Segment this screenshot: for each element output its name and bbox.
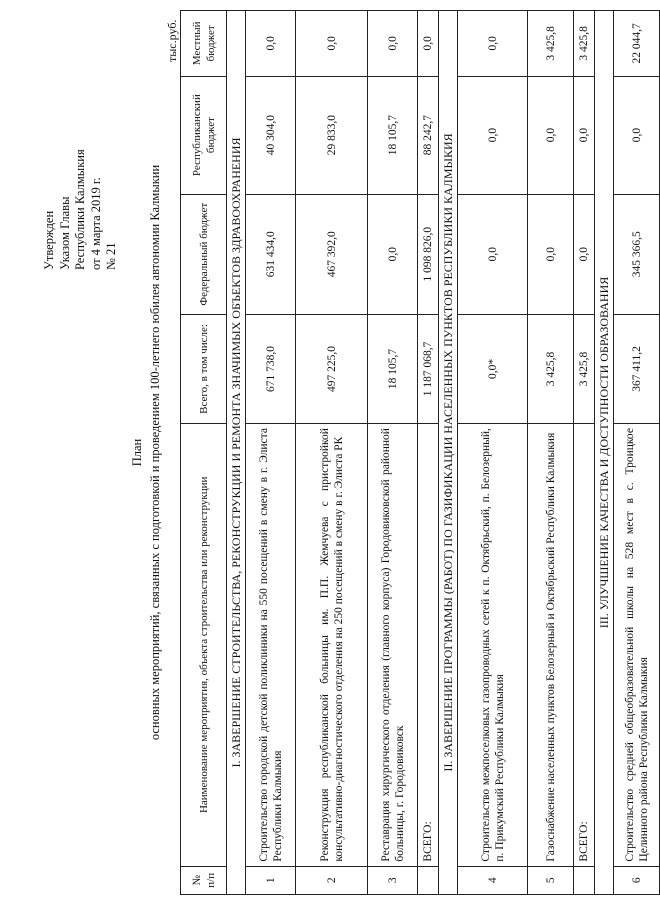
row-republic: 40 304,0 xyxy=(246,76,296,194)
section-title: III. УЛУЧШЕНИЕ КАЧЕСТВА И ДОСТУПНОСТИ ОБРАЗОВАНИЯ xyxy=(595,11,614,895)
section-total-row xyxy=(418,11,439,895)
row-federal: 1 098 826,0 xyxy=(418,194,439,314)
section-title: I. ЗАВЕРШЕНИЕ СТРОИТЕЛЬСТВА, РЕКОНСТРУКЦИИ И РЕМОНТА ЗНАЧИМЫХ ОБЪЕКТОВ ЗДРАВООХРАНЕНИЯ xyxy=(227,11,246,895)
row-local: 3 425,8 xyxy=(528,11,574,77)
row-federal: 467 392,0 xyxy=(296,194,368,314)
units-label: тыс.руб. xyxy=(165,19,179,62)
row-federal: 0,0 xyxy=(368,194,418,314)
row-num-empty xyxy=(574,866,595,894)
row-republic: 0,0 xyxy=(458,76,528,194)
row-name: Реконструкция республиканской больницы им. П.П. Жемчуева с пристройкой консультативно-диагностического отделения на 250 посещений в смену в г. Элиста РК xyxy=(296,424,368,867)
row-local: 0,0 xyxy=(246,11,296,77)
header-federal: Федеральный бюджет xyxy=(181,194,227,314)
header-num: № п/п xyxy=(181,866,227,894)
table-row xyxy=(528,11,574,895)
approval-line: Указом Главы xyxy=(57,196,72,270)
row-local: 0,0 xyxy=(458,11,528,77)
row-total: 671 738,0 xyxy=(246,314,296,423)
row-local: 0,0 xyxy=(368,11,418,77)
approval-block xyxy=(42,40,120,270)
row-total: 367 411,2 xyxy=(614,314,660,423)
row-federal: 0,0 xyxy=(574,194,595,314)
row-republic: 0,0 xyxy=(574,76,595,194)
row-num: 4 xyxy=(458,866,528,894)
table-row xyxy=(458,11,528,895)
row-republic: 0,0 xyxy=(528,76,574,194)
header-republic: Республиканский бюджет xyxy=(181,76,227,194)
section-total-row xyxy=(574,11,595,895)
table-row xyxy=(296,11,368,895)
approval-line: № 21 xyxy=(104,242,118,270)
section-title-row xyxy=(227,11,246,895)
row-num: 5 xyxy=(528,866,574,894)
row-total: 3 425,8 xyxy=(528,314,574,423)
row-local: 22 044,7 xyxy=(614,11,660,77)
row-federal: 0,0 xyxy=(528,194,574,314)
row-total: 1 187 068,7 xyxy=(418,314,439,423)
table-header-row xyxy=(181,11,227,895)
row-num: 2 xyxy=(296,866,368,894)
row-total: 3 425,8 xyxy=(574,314,595,423)
row-total: 18 105,7 xyxy=(368,314,418,423)
row-name: Строительство средней общеобразовательной школы на 528 мест в с. Троицкое Целинного района Республики Калмыкия xyxy=(614,424,660,867)
row-republic: 29 833,0 xyxy=(296,76,368,194)
document-title: План xyxy=(130,438,144,467)
row-name: Строительство городской детской поликлиники на 550 посещений в смену в г. Элиста Республики Калмыкия xyxy=(246,424,296,867)
row-republic: 88 242,7 xyxy=(418,76,439,194)
row-local: 0,0 xyxy=(296,11,368,77)
section-title: II. ЗАВЕРШЕНИЕ ПРОГРАММЫ (РАБОТ) ПО ГАЗИФИКАЦИИ НАСЕЛЕННЫХ ПУНКТОВ РЕСПУБЛИКИ КАЛМЫКИЯ xyxy=(439,11,458,895)
document-subtitle: основных мероприятий, связанных с подготовкой и проведением 100-летнего юбилея автономии Калмыкии xyxy=(148,164,162,741)
row-total: 497 225,0 xyxy=(296,314,368,423)
row-num-empty xyxy=(418,866,439,894)
table-row xyxy=(246,11,296,895)
header-total: Всего, в том числе: xyxy=(181,314,227,423)
row-federal: 631 434,0 xyxy=(246,194,296,314)
section-title-row xyxy=(595,11,614,895)
row-name: Газоснабжение населенных пунктов Белозерный и Октябрьский Республики Калмыкия xyxy=(528,424,574,867)
row-local: 0,0 xyxy=(418,11,439,77)
row-num: 3 xyxy=(368,866,418,894)
section-title-row xyxy=(439,11,458,895)
row-federal: 345 366,5 xyxy=(614,194,660,314)
approval-line: Утвержден xyxy=(42,210,56,270)
header-name: Наименование мероприятия, объекта строительства или реконструкции xyxy=(181,424,227,867)
plan-table xyxy=(180,10,660,895)
table-row xyxy=(614,11,660,895)
table-row xyxy=(368,11,418,895)
approval-line: от 4 марта 2019 г. xyxy=(88,177,103,270)
row-num: 6 xyxy=(614,866,660,894)
row-republic: 18 105,7 xyxy=(368,76,418,194)
row-num: 1 xyxy=(246,866,296,894)
row-name: Реставрация хирургического отделения (главного корпуса) Городовиковской районной больницы, г. Городовиковск xyxy=(368,424,418,867)
row-total: 0,0* xyxy=(458,314,528,423)
row-total-label: ВСЕГО: xyxy=(574,424,595,867)
row-name: Строительство межпоселковых газопроводных сетей к п. Октябрьский, п. Белозерный, п. Прикумский Республики Калмыкия xyxy=(458,424,528,867)
approval-line: Республики Калмыкия xyxy=(73,149,87,270)
row-federal: 0,0 xyxy=(458,194,528,314)
row-local: 3 425,8 xyxy=(574,11,595,77)
header-local: Местный бюджет xyxy=(181,11,227,77)
row-total-label: ВСЕГО: xyxy=(418,424,439,867)
row-republic: 0,0 xyxy=(614,76,660,194)
